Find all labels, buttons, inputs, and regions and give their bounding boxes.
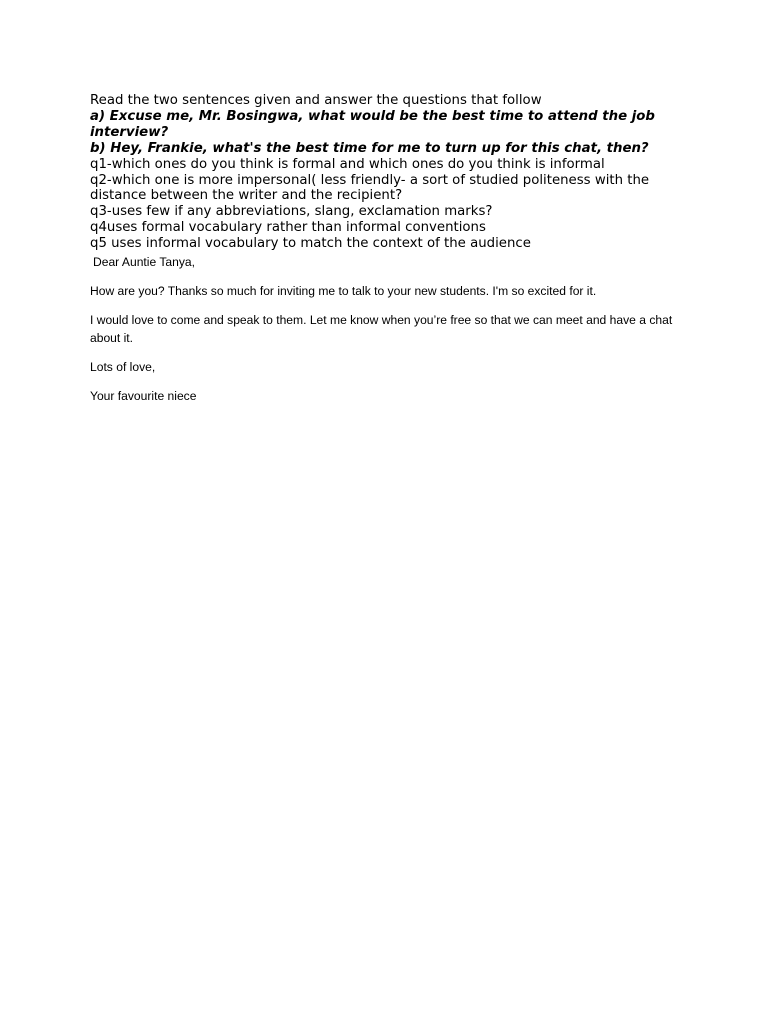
letter-signature: Your favourite niece xyxy=(90,389,197,403)
letter-greeting: Dear Auntie Tanya, xyxy=(93,255,195,269)
sentence-b: b) Hey, Frankie, what's the best time for me to turn up for this chat, then? xyxy=(90,140,649,156)
sentence-a: a) Excuse me, Mr. Bosingwa, what would be the best time to attend the job interview? xyxy=(90,108,655,140)
letter-paragraph-2: I would love to come and speak to them. Let me know when you’re free so that we can meet and have a chat about it. xyxy=(90,313,673,345)
question-4: q4uses formal vocabulary rather than informal conventions xyxy=(90,220,486,236)
instruction-text: Read the two sentences given and answer the questions that follow xyxy=(90,93,542,108)
sample-letter xyxy=(90,253,690,416)
letter-closing: Lots of love, xyxy=(90,360,156,374)
worksheet-section xyxy=(90,93,680,252)
letter-paragraph-1: How are you? Thanks so much for inviting me to talk to your new students. I'm so excited for it. xyxy=(90,284,597,298)
question-3: q3-uses few if any abbreviations, slang, exclamation marks? xyxy=(90,204,493,220)
question-2: q2-which one is more impersonal( less friendly- a sort of studied politeness with the distance between the writer and the recipient? xyxy=(90,172,650,204)
question-5: q5 uses informal vocabulary to match the context of the audience xyxy=(90,236,531,252)
question-1: q1-which ones do you think is formal and which ones do you think is informal xyxy=(90,156,605,172)
